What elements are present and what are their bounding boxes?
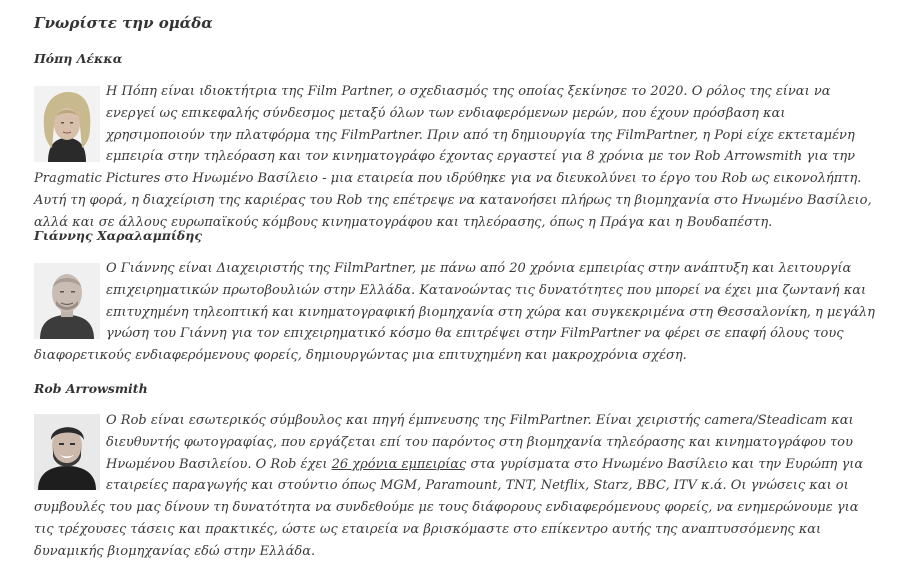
photo-spacer — [34, 81, 106, 161]
member-bio — [34, 81, 876, 234]
member-bio-text-before: Ο Rob είναι εσωτερικός σύμβουλος και πηγή έμπνευσης της FilmPartner. Είναι χειριστής camera/Steadicam και διευθυντής φωτογραφίας, που εργάζεται επί του παρόντος στη βιομηχανία τηλεόρασης και κινηματογράφου του Ηνωμένου Βασιλείου. Ο Rob έχει — [106, 413, 854, 472]
section-title: Γνωρίστε την ομάδα — [34, 14, 213, 32]
member-name: Rob Arrowsmith — [34, 381, 148, 396]
member-bio — [34, 258, 876, 367]
member-bio-text: Η Πόπη είναι ιδιοκτήτρια της Film Partner, ο σχεδιασμός της οποίας ξεκίνησε το 2020. Ο ρόλος της είναι να ενεργεί ως επικεφαλής σύνδεσμος μεταξύ όλων των ενδιαφερόμενων μερών, που έχουν πρόσβαση και χρησιμοποιούν την πλατφόρμα της FilmPartner. Πριν από τη δημιουργία της FilmPartner, η Popi είχε εκτεταμένη εμπειρία στην τηλεόραση και τον κινηματογράφο έχοντας εργαστεί για 8 χρόνια με τον Rob Arrowsmith για την Pragmatic Pictures στο Ηνωμένο Βασίλειο - μια εταιρεία που ιδρύθηκε για να διευκολύνει το έργο του Rob ως εικονολήπτη. Αυτή τη φορά, η διαχείριση της καριέρας του Rob της επέτρεψε να κατανοήσει πλήρως τη βιομηχανία στο Ηνωμένο Βασίλειο, αλλά και σε άλλους ευρωπαϊκούς κόμβους κινηματογράφου και τηλεόρασης, όπως η Πράγα και η Βουδαπέστη. — [34, 84, 872, 230]
member-bio-text-after: στα γυρίσματα στο Ηνωμένο Βασίλειο και την Ευρώπη για εταιρείες παραγωγής και στούντιο όπως MGM, Paramount, TNT, Netflix, Starz, BBC, ITV κ.ά. Οι γνώσεις και οι συμβουλές του μας δίνουν τη δυνατότητα να συνδεθούμε με τους διάφορους ενδιαφερόμενους φορείς, να ενημερώνουμε για τις τρέχουσες τάσεις και πρακτικές, ώστε ως εταιρεία να βρισκόμαστε στο επίκεντρο αυτής της αναπτυσσόμενης και δυναμικής βιομηχανίας εδώ στην Ελλάδα. — [34, 456, 864, 559]
photo-spacer — [34, 410, 106, 490]
member-bio — [34, 410, 876, 563]
member-bio-text: Ο Γιάννης είναι Διαχειριστής της FilmPartner, με πάνω από 20 χρόνια εμπειρίας στην ανάπτυξη και λειτουργία επιχειρηματικών πρωτοβουλιών στην Ελλάδα. Κατανοώντας τις δυνατότητες που μπορεί να έχει μια ζωντανή και επιτυχημένη τηλεοπτική και κινηματογραφική βιομηχανία στη χώρα και συγκεκριμένα στη Θεσσαλονίκη, η μεγάλη γνώση του Γιάννη για τον επιχειρηματικό κόσμο θα επιτρέψει στην FilmPartner να φέρει σε επαφή όλους τους διαφορετικούς ενδιαφερόμενους φορείς, δημιουργώντας μια επιτυχημένη και μακροχρόνια σχέση. — [34, 261, 875, 364]
member-name: Πόπη Λέκκα — [34, 51, 123, 66]
member-name: Γιάννης Χαραλαμπίδης — [34, 228, 202, 243]
experience-link[interactable]: 26 χρόνια εμπειρίας — [331, 456, 467, 472]
photo-spacer — [34, 258, 106, 338]
